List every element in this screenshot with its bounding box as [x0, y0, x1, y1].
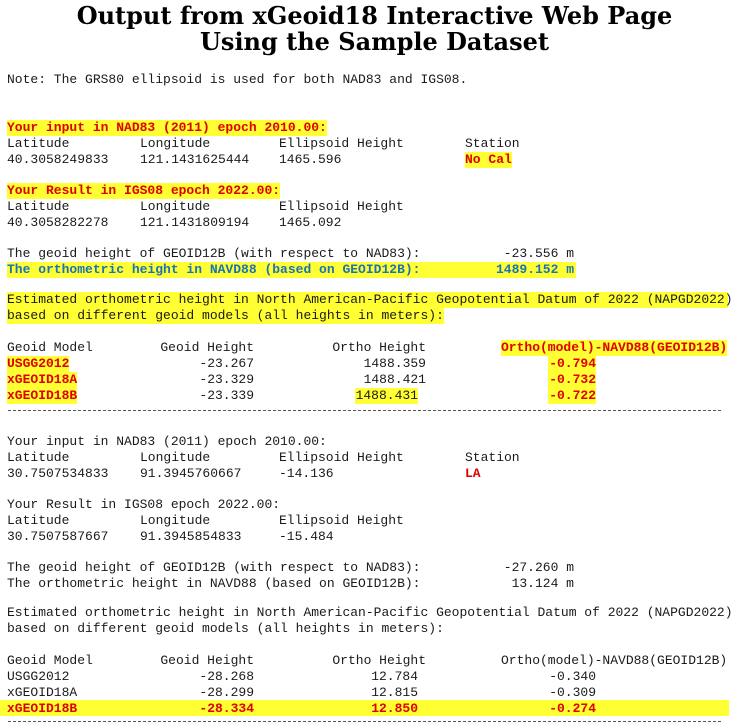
r2-est-line2: based on different geoid models (all heights in meters):	[7, 621, 444, 636]
r2-model-diff: -0.309	[549, 685, 596, 700]
r1-model-diff: -0.732	[549, 372, 596, 387]
page-subtitle: Using the Sample Dataset	[200, 27, 549, 56]
r2-result-title: Your Result in IGS08 epoch 2022.00:	[7, 497, 281, 512]
r1-out-lon: 121.1431809194	[140, 215, 250, 230]
r2-out-lat: 30.7507587667	[7, 529, 109, 544]
r1-out-lon-header: Longitude	[140, 199, 211, 214]
r2-ortho-header: Ortho Height	[332, 653, 426, 668]
r1-ell-header: Ellipsoid Height	[279, 136, 404, 151]
r2-in-lon: 91.3945760667	[140, 466, 242, 481]
r2-diff-header: Ortho(model)-NAVD88(GEOID12B)	[501, 653, 728, 668]
page-title: Output from xGeoid18 Interactive Web Page	[76, 1, 673, 30]
r1-model-geoid: -23.267	[199, 356, 254, 371]
r2-input-title: Your input in NAD83 (2011) epoch 2010.00:	[7, 434, 327, 449]
r2-model-name: xGEOID18A	[7, 685, 78, 700]
r1-station-header: Station	[465, 136, 520, 151]
r2-lat-header: Latitude	[7, 450, 70, 465]
r1-out-ell-header: Ellipsoid Height	[279, 199, 404, 214]
r2-lon-header: Longitude	[140, 450, 211, 465]
r1-est-line2: based on different geoid models (all heights in meters):	[7, 308, 444, 323]
section-divider	[8, 410, 721, 411]
r2-model-geoid: -28.334	[199, 701, 254, 716]
r2-out-ell: -15.484	[279, 529, 334, 544]
r1-model-name: xGEOID18A	[7, 372, 78, 387]
r1-result-title: Your Result in IGS08 epoch 2022.00:	[7, 183, 281, 198]
r1-in-lat: 40.3058249833	[7, 152, 109, 167]
r1-in-lon: 121.1431625444	[140, 152, 250, 167]
r2-station-header: Station	[465, 450, 520, 465]
r2-out-ell-header: Ellipsoid Height	[279, 513, 404, 528]
r1-diff-header: Ortho(model)-NAVD88(GEOID12B)	[501, 340, 728, 355]
r2-model-ortho: 12.850	[371, 701, 418, 716]
r1-ortho-header: Ortho Height	[332, 340, 426, 355]
r2-out-lon: 91.3945854833	[140, 529, 242, 544]
r1-out-lat-header: Latitude	[7, 199, 70, 214]
r1-model-geoid: -23.329	[199, 372, 254, 387]
r2-geoid-value: -27.260 m	[503, 560, 574, 575]
r2-ortho-value: 13.124 m	[511, 576, 574, 591]
r2-in-lat: 30.7507534833	[7, 466, 109, 481]
r1-out-ell: 1465.092	[279, 215, 342, 230]
r2-in-ell: -14.136	[279, 466, 334, 481]
r1-model-ortho: 1488.421	[363, 372, 426, 387]
section-divider	[8, 721, 721, 722]
r2-ell-header: Ellipsoid Height	[279, 450, 404, 465]
r1-in-ell: 1465.596	[279, 152, 342, 167]
r1-model-diff: -0.722	[549, 388, 596, 403]
r1-model-diff: -0.794	[549, 356, 596, 371]
r2-model-geoid: -28.299	[199, 685, 254, 700]
r1-lon-header: Longitude	[140, 136, 211, 151]
r1-geoid-label: The geoid height of GEOID12B (with respect to NAD83):	[7, 246, 421, 261]
r2-model-name: USGG2012	[7, 669, 70, 684]
r2-model-diff: -0.340	[549, 669, 596, 684]
r2-geoid-label: The geoid height of GEOID12B (with respect to NAD83):	[7, 560, 421, 575]
r1-model-name: USGG2012	[7, 356, 70, 371]
r2-model-diff: -0.274	[549, 701, 596, 716]
ellipsoid-note: Note: The GRS80 ellipsoid is used for both NAD83 and IGS08.	[7, 72, 468, 87]
r1-out-lat: 40.3058282278	[7, 215, 109, 230]
r2-out-lon-header: Longitude	[140, 513, 211, 528]
r2-geoid-header: Geoid Height	[160, 653, 254, 668]
r1-ortho-value: 1489.152 m	[495, 262, 574, 277]
r2-model-name: xGEOID18B	[7, 701, 78, 716]
r1-est-line1: Estimated orthometric height in North American-Pacific Geopotential Datum of 2022 (NAPGD2022)	[7, 292, 733, 307]
r2-model-ortho: 12.815	[371, 685, 418, 700]
r1-model-header: Geoid Model	[7, 340, 93, 355]
r2-out-lat-header: Latitude	[7, 513, 70, 528]
r1-geoid-value: -23.556 m	[503, 246, 574, 261]
r1-ortho-label: The orthometric height in NAVD88 (based on GEOID12B):	[7, 262, 576, 278]
r1-model-geoid: -23.339	[199, 388, 254, 403]
r1-input-title: Your input in NAD83 (2011) epoch 2010.00:	[7, 120, 327, 135]
r1-station: No Cal	[465, 152, 512, 167]
r2-est-line1: Estimated orthometric height in North American-Pacific Geopotential Datum of 2022 (NAPGD2022)	[7, 605, 733, 620]
r2-ortho-label: The orthometric height in NAVD88 (based on GEOID12B):	[7, 576, 421, 591]
r1-model-ortho: 1488.431	[355, 388, 418, 403]
r2-model-geoid: -28.268	[199, 669, 254, 684]
r1-model-ortho: 1488.359	[363, 356, 426, 371]
r2-model-header: Geoid Model	[7, 653, 93, 668]
r1-model-name: xGEOID18B	[7, 388, 78, 403]
r1-lat-header: Latitude	[7, 136, 70, 151]
r2-station: LA	[465, 466, 481, 481]
r2-model-ortho: 12.784	[371, 669, 418, 684]
r1-geoid-header: Geoid Height	[160, 340, 254, 355]
